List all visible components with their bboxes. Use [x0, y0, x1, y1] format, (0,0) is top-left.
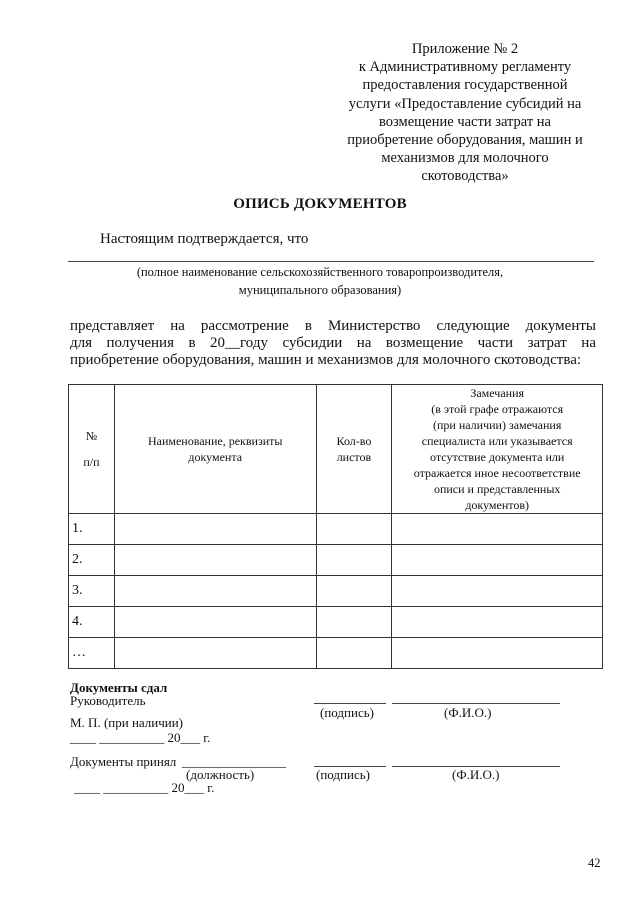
table-row — [69, 638, 603, 669]
header-remarks-line: (в этой графе отражаются — [431, 402, 564, 416]
row-count-cell[interactable] — [316, 545, 392, 576]
row-count-cell[interactable] — [316, 607, 392, 638]
entity-name-line — [68, 261, 594, 262]
header-remarks-line: отсутствие документа или — [430, 450, 565, 464]
row-number: 3. — [69, 576, 115, 607]
header-remarks-line: специалиста или указывается — [421, 434, 573, 448]
header-number — [69, 385, 115, 514]
header-count-line1: Кол-во — [336, 434, 372, 448]
received-label: Документы принял — [70, 754, 177, 769]
head-signature-line[interactable] — [314, 703, 386, 704]
row-name-cell[interactable] — [114, 607, 316, 638]
row-remarks-cell[interactable] — [392, 545, 603, 576]
head-label: Руководитель — [70, 693, 146, 708]
table-row — [69, 576, 603, 607]
header-count — [316, 385, 392, 514]
appendix-line: возмещение части затрат на — [379, 113, 551, 130]
table-row — [69, 514, 603, 545]
document-title: ОПИСЬ ДОКУМЕНТОВ — [233, 196, 407, 212]
date-line-1: ____ __________ 20___ г. — [70, 730, 211, 745]
appendix-line: приобретение оборудования, машин и — [347, 132, 583, 149]
row-name-cell[interactable] — [114, 638, 316, 669]
row-name-cell[interactable] — [114, 576, 316, 607]
appendix-line: предоставления государственной — [362, 77, 568, 94]
handed-over-label: Документы сдал — [70, 680, 168, 695]
header-number-sign: № — [85, 429, 98, 443]
table-row — [69, 607, 603, 638]
table-header-row — [69, 385, 603, 514]
position-label: (должность) — [186, 767, 255, 782]
main-paragraph — [70, 318, 596, 369]
header-name — [114, 385, 316, 514]
row-remarks-cell[interactable] — [392, 638, 603, 669]
row-name-cell[interactable] — [114, 545, 316, 576]
paragraph-line3: приобретение оборудования, машин и механизмов для молочного скотоводства: — [70, 352, 582, 368]
page-number: 42 — [588, 856, 601, 870]
appendix-line: механизмов для молочного — [381, 150, 549, 167]
signature-label: (подпись) — [320, 705, 374, 720]
header-number-pp: п/п — [83, 455, 100, 469]
fio-label-2: (Ф.И.О.) — [452, 767, 500, 782]
header-remarks-line: отражается иное несоответствие — [413, 466, 581, 480]
row-remarks-cell[interactable] — [392, 576, 603, 607]
confirm-text: Настоящим подтверждается, что — [100, 231, 309, 247]
header-remarks-line: документов) — [465, 498, 530, 512]
documents-table — [68, 384, 603, 669]
row-name-cell[interactable] — [114, 514, 316, 545]
entity-note-line1: (полное наименование сельскохозяйственного товаропроизводителя, — [136, 265, 504, 279]
date-line-2: ____ __________ 20___ г. — [74, 780, 215, 795]
entity-note-line2: муниципального образования) — [238, 283, 402, 297]
table-row — [69, 545, 603, 576]
paragraph-line2: для получения в 20__году субсидии на возмещение части затрат на — [70, 335, 596, 351]
row-number: 4. — [69, 607, 115, 638]
header-name-line1: Наименование, реквизиты — [147, 434, 283, 448]
row-count-cell[interactable] — [316, 638, 392, 669]
header-remarks — [392, 385, 603, 514]
head-fio-line[interactable] — [392, 703, 560, 704]
fio-label: (Ф.И.О.) — [444, 705, 492, 720]
header-count-line2: листов — [336, 450, 372, 464]
header-remarks-line: (при наличии) замечания — [432, 418, 562, 432]
row-number: … — [69, 638, 115, 669]
row-remarks-cell[interactable] — [392, 607, 603, 638]
row-remarks-cell[interactable] — [392, 514, 603, 545]
header-remarks-line: Замечания — [470, 386, 525, 400]
appendix-header — [300, 40, 630, 186]
appendix-line: Приложение № 2 — [411, 41, 519, 57]
row-number: 2. — [69, 545, 115, 576]
appendix-line: к Административному регламенту — [358, 59, 572, 76]
appendix-line: услуги «Предоставление субсидий на — [348, 95, 582, 112]
row-count-cell[interactable] — [316, 514, 392, 545]
signature-label-2: (подпись) — [316, 767, 370, 782]
row-number: 1. — [69, 514, 115, 545]
header-name-line2: документа — [188, 450, 243, 464]
header-remarks-line: описи и представленных — [433, 482, 561, 496]
appendix-line: скотоводства» — [421, 168, 509, 185]
paragraph-line1: представляет на рассмотрение в Министерство следующие документы — [70, 318, 596, 334]
stamp-label: М. П. (при наличии) — [70, 715, 184, 730]
row-count-cell[interactable] — [316, 576, 392, 607]
position-line[interactable]: ________________ — [182, 754, 286, 769]
